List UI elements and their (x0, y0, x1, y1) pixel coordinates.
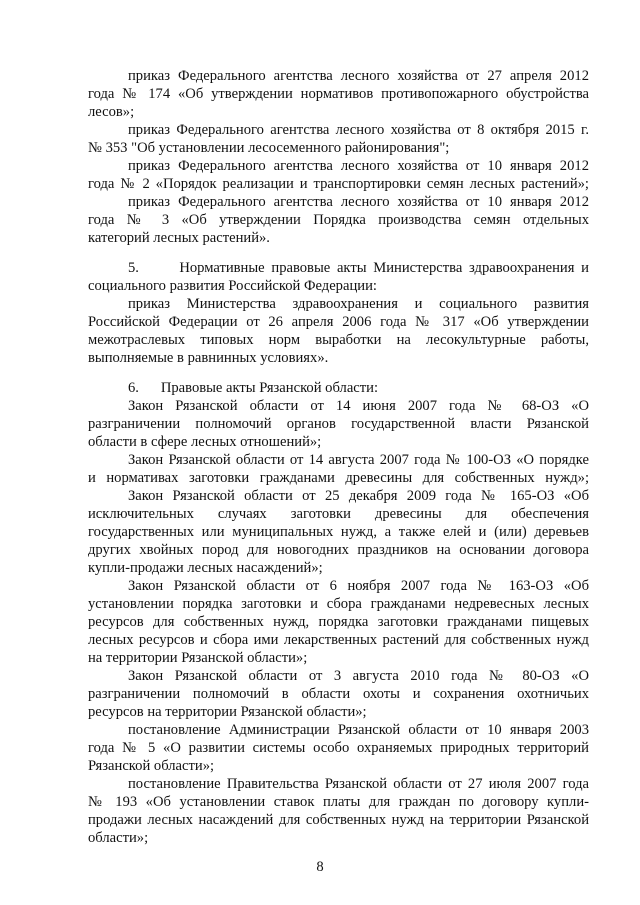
text-line: области в сфере лесных отношений»; (88, 434, 322, 450)
text-line: постановление Администрации Рязанской области от 10 января 2003 (128, 722, 589, 738)
text-line: № 193 «Об установлении ставок платы для граждан по договору купли- (88, 794, 589, 810)
text-line: года № 174 «Об утверждении нормативов противопожарного обустройства (88, 86, 589, 102)
text-line: и нормативах заготовки гражданами древесины для собственных нужд»; (88, 470, 589, 486)
page-number: 8 (316, 859, 324, 875)
text-line: лесов»; (88, 104, 135, 120)
text-line: Рязанской области»; (88, 758, 215, 774)
text-line: приказ Федерального агентства лесного хозяйства от 10 января 2012 (128, 158, 589, 174)
text-line: года № 2 «Порядок реализации и транспортировки семян лесных растений»; (88, 176, 589, 192)
text-line: приказ Федерального агентства лесного хозяйства от 8 октября 2015 г. (128, 122, 589, 138)
text-line: Закон Рязанской области от 14 июня 2007 года № 68-ОЗ «О (128, 398, 589, 414)
text-line: других хвойных пород для новогодних праздников на основании договора (88, 542, 589, 558)
text-line: Закон Рязанской области от 14 августа 2007 года № 100-ОЗ «О порядке (128, 452, 589, 468)
text-line: выполняемые в равнинных условиях». (88, 350, 329, 366)
text-line: Закон Рязанской области от 3 августа 2010 года № 80-ОЗ «О (128, 668, 589, 684)
text-line: продажи лесных насаждений для собственных нужд на территории Рязанской (88, 812, 589, 828)
text-line: Закон Рязанской области от 6 ноября 2007 года № 163-ОЗ «Об (128, 578, 589, 594)
text-line: постановление Правительства Рязанской области от 27 июля 2007 года (128, 776, 589, 792)
section-heading: 5. Нормативные правовые акты Министерства здравоохранения и (128, 260, 589, 276)
text-line: приказ Федерального агентства лесного хозяйства от 10 января 2012 (128, 194, 589, 210)
text-line: № 353 "Об установлении лесосеменного районирования"; (88, 140, 450, 156)
text-line: приказ Федерального агентства лесного хозяйства от 27 апреля 2012 (128, 68, 589, 84)
text-line: на территории Рязанской области»; (88, 650, 308, 666)
text-line: разграничении полномочий органов государственной власти Рязанской (88, 416, 589, 432)
text-line: Закон Рязанской области от 25 декабря 2009 года № 165-ОЗ «Об (128, 488, 589, 504)
text-line: области»; (88, 830, 149, 846)
text-line: установлении порядка заготовки и сбора гражданами недревесных лесных (88, 596, 589, 612)
text-line: государственных или муниципальных нужд, а также елей и (или) деревьев (88, 524, 589, 540)
text-line: межотраслевых типовых норм выработки на лесокультурные работы, (88, 332, 589, 348)
text-line: разграничении полномочий в области охоты и сохранения охотничьих (88, 686, 589, 702)
text-line: года № 5 «О развитии системы особо охраняемых природных территорий (88, 740, 589, 756)
text-line: социального развития Российской Федерации: (88, 278, 377, 294)
text-line: купли-продажи лесных насаждений»; (88, 560, 323, 576)
text-line: ресурсов на территории Рязанской области»; (88, 704, 367, 720)
text-line: лесных ресурсов и сбора ими лекарственных растений для собственных нужд (88, 632, 589, 648)
section-heading: 6. Правовые акты Рязанской области: (128, 380, 379, 396)
text-line: ресурсов для собственных нужд, порядка заготовки гражданами пищевых (88, 614, 589, 630)
text-line: категорий лесных растений». (88, 230, 270, 246)
text-line: года № 3 «Об утверждении Порядка производства семян отдельных (88, 212, 589, 228)
text-line: Российской Федерации от 26 апреля 2006 года № 317 «Об утверждении (88, 314, 589, 330)
text-line: исключительных случаях заготовки древесины для обеспечения (88, 506, 589, 522)
text-line: приказ Министерства здравоохранения и социального развития (128, 296, 589, 312)
